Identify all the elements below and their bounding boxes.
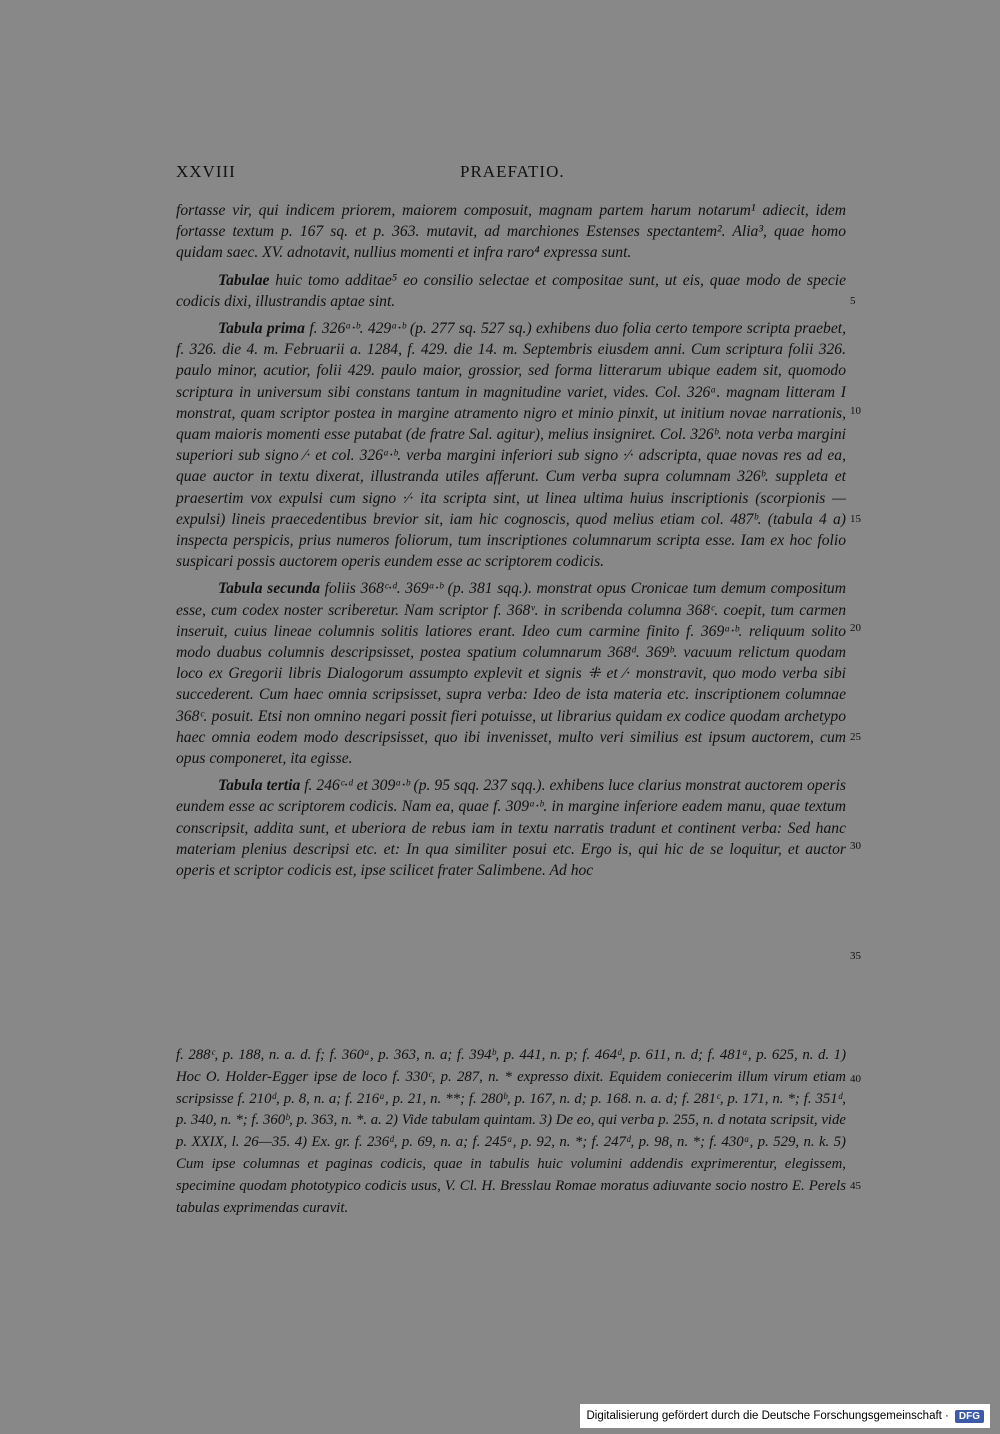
- line-number: 45: [850, 1180, 861, 1192]
- page-number: XXVIII: [176, 162, 236, 181]
- paragraph-tabula-prima: Tabula prima f. 326ᵃ·ᵇ. 429ᵃ·ᵇ (p. 277 sq. 527 sq.) exhibens duo folia certo tempore scripta praebet, f. 326. die 4. m. Februarii a. 1284, f. 429. die 14. m. Septembris eiusdem anni. Cum scriptura folii 326. paulo minor, acutior, folii 429. paulo maior, grossior, sed forma litterarum ubique eadem sit, quomodo scriptura in universum sibi constans tantum in magnitudine variet, vides. Col. 326ᵃ. magnam litteram I monstrat, quam scriptor postea in margine atramento nigro et minio pinxit, ut initium novae narrationis, quam maioris momenti esse putabat (de fratre Sal. agitur), melius insigniret. Col. 326ᵇ. nota verba margini superiori sub signo ⁄· et col. 326ᵃ·ᵇ. verba margini inferiori sub signo ·⁄· adscripta, quae novas res ad ea, quae auctor in textu dixerat, illustranda utiles afferunt. Cum verba supra columnam 326ᵇ. suppleta et praesertim vox expulsi cum signo ·⁄· ita scripta sint, ut linea ultima huius inscriptionis (scorpionis — expulsi) lineis praecedentibus brevior sit, iam hic cognoscis, quod melius etiam col. 487ᵇ. (tabula 4 a) inspecta perspicis, prius numeros foliorum, tum inscriptiones columnarum scripta esse. Iam ex hoc folio suspicari possis auctorem operis eundem esse ac scriptorem codicis.: [176, 320, 847, 571]
- running-title: PRAEFATIO.: [460, 162, 565, 181]
- line-number: 25: [850, 731, 861, 743]
- page-header: [174, 162, 864, 186]
- paragraph-lead: Tabula tertia: [218, 777, 301, 795]
- main-text: [176, 200, 846, 887]
- paragraph-tabula-tertia: Tabula tertia f. 246ᶜ·ᵈ et 309ᵃ·ᵇ (p. 95 sqq. 237 sqq.). exhibens luce clarius monstrat auctorem operis eundem esse ac scriptorem codicis. Nam ea, quae f. 309ᵃ·ᵇ. in margine inferiore eadem manu, quae textum conscripsit, addita sunt, et uberiora de rebus iam in textu narratis tradunt et continent verba: Sed hanc materiam plenius descripsi etc. et: In qua similiter posui etc. Ergo is, qui hic de se loquitur, et auctor operis et scriptor codicis est, ipse scilicet frater Salimbene. Ad hoc: [176, 777, 846, 880]
- dfg-logo-icon: DFG: [955, 1410, 984, 1423]
- line-number: 40: [850, 1073, 861, 1085]
- paragraph-lead: Tabula prima: [218, 320, 305, 338]
- line-number: 30: [850, 840, 861, 852]
- paragraph-tabulae: Tabulae huic tomo additae⁵ eo consilio selectae et compositae sunt, ut eis, quae modo de specie codicis dixi, illustrandis aptae sint.: [176, 271, 846, 310]
- digitization-credit: [580, 1404, 990, 1428]
- line-number: 10: [850, 405, 861, 417]
- paragraph-tabula-secunda: Tabula secunda foliis 368ᶜ·ᵈ. 369ᵃ·ᵇ (p. 381 sqq.). monstrat opus Cronicae tum demum compositum esse, cum codex noster scriberetur. Nam scriptor f. 368ᵛ. in scribenda columna 368ᶜ. coepit, tum carmen inseruit, cuius lineae columnis solitis latiores erant. Ideo cum carmine finito f. 369ᵃ·ᵇ. reliquum solito modo duabus columnis descripsisset, postea spatium columnarum 368ᵈ. 369ᵇ. vacuum relictum quodam loco ex Gregorii libris Dialogorum assumpto explevit et signis ⁜ et ⁄· monstravit, quo modo verba sibi succederent. Cum haec omnia scripsisset, supra verba: Ideo de ista materia etc. inscriptionem columnae 368ᶜ. posuit. Etsi non omnino negari possit fieri potuisse, ut librarius quidam ex codice quodam archetypo haec omnia eodem modo descripsisset, quo ibi invenisset, multo veri similius est ipsum auctorem, cum opus componeret, ita egisse.: [176, 580, 846, 768]
- line-number: 20: [850, 622, 861, 634]
- paragraph-lead: Tabulae: [218, 271, 270, 289]
- line-number: 35: [850, 950, 861, 962]
- credit-text: Digitalisierung gefördert durch die Deutsche Forschungsgemeinschaft ·: [586, 1410, 949, 1422]
- footnotes: f. 288ᶜ, p. 188, n. a. d. f; f. 360ᵃ, p. 363, n. a; f. 394ᵇ, p. 441, n. p; f. 464ᵈ, p. 611, n. d; f. 481ᵃ, p. 625, n. d. 1) Hoc O. Holder-Egger ipse de loco f. 330ᶜ, p. 287, n. * expresso dixit. Equidem coniecerim illum virum etiam scripsisse f. 210ᵈ, p. 8, n. a; f. 216ᵃ, p. 21, n. **; f. 280ᵇ, p. 167, n. d; p. 168. n. a. d; f. 281ᶜ, p. 171, n. *; f. 351ᵈ, p. 340, n. *; f. 360ᵇ, p. 363, n. *. a. 2) Vide tabulam quintam. 3) De eo, qui verba p. 255, n. d notata scripsit, vide p. XXIX, l. 26—35. 4) Ex. gr. f. 236ᵈ, p. 69, n. a; f. 245ᵃ, p. 92, n. *; f. 247ᵈ, p. 98, n. *; f. 430ᵃ, p. 529, n. k. 5) Cum ipse columnas et paginas codicis, quae in tabulis huic volumini addendis exprimerentur, elegissem, specimine quodam phototypico codicis usus, V. Cl. H. Bresslau Romae moratus adiuvante socio nostro E. Perels tabulas exprimendas curavit.: [176, 1047, 846, 1216]
- line-number: 15: [850, 513, 861, 525]
- line-number: 5: [850, 295, 856, 307]
- paragraph-lead: Tabula secunda: [218, 580, 320, 598]
- paragraph-intro: fortasse vir, qui indicem priorem, maiorem composuit, magnam partem harum notarum¹ adiecit, idem fortasse textum p. 167 sq. et p. 363. mutavit, ad marchiones Estenses spectantem². Alia³, quae homo quidam saec. XV. adnotavit, nullius momenti et infra raro⁴ expressa sunt.: [176, 202, 846, 262]
